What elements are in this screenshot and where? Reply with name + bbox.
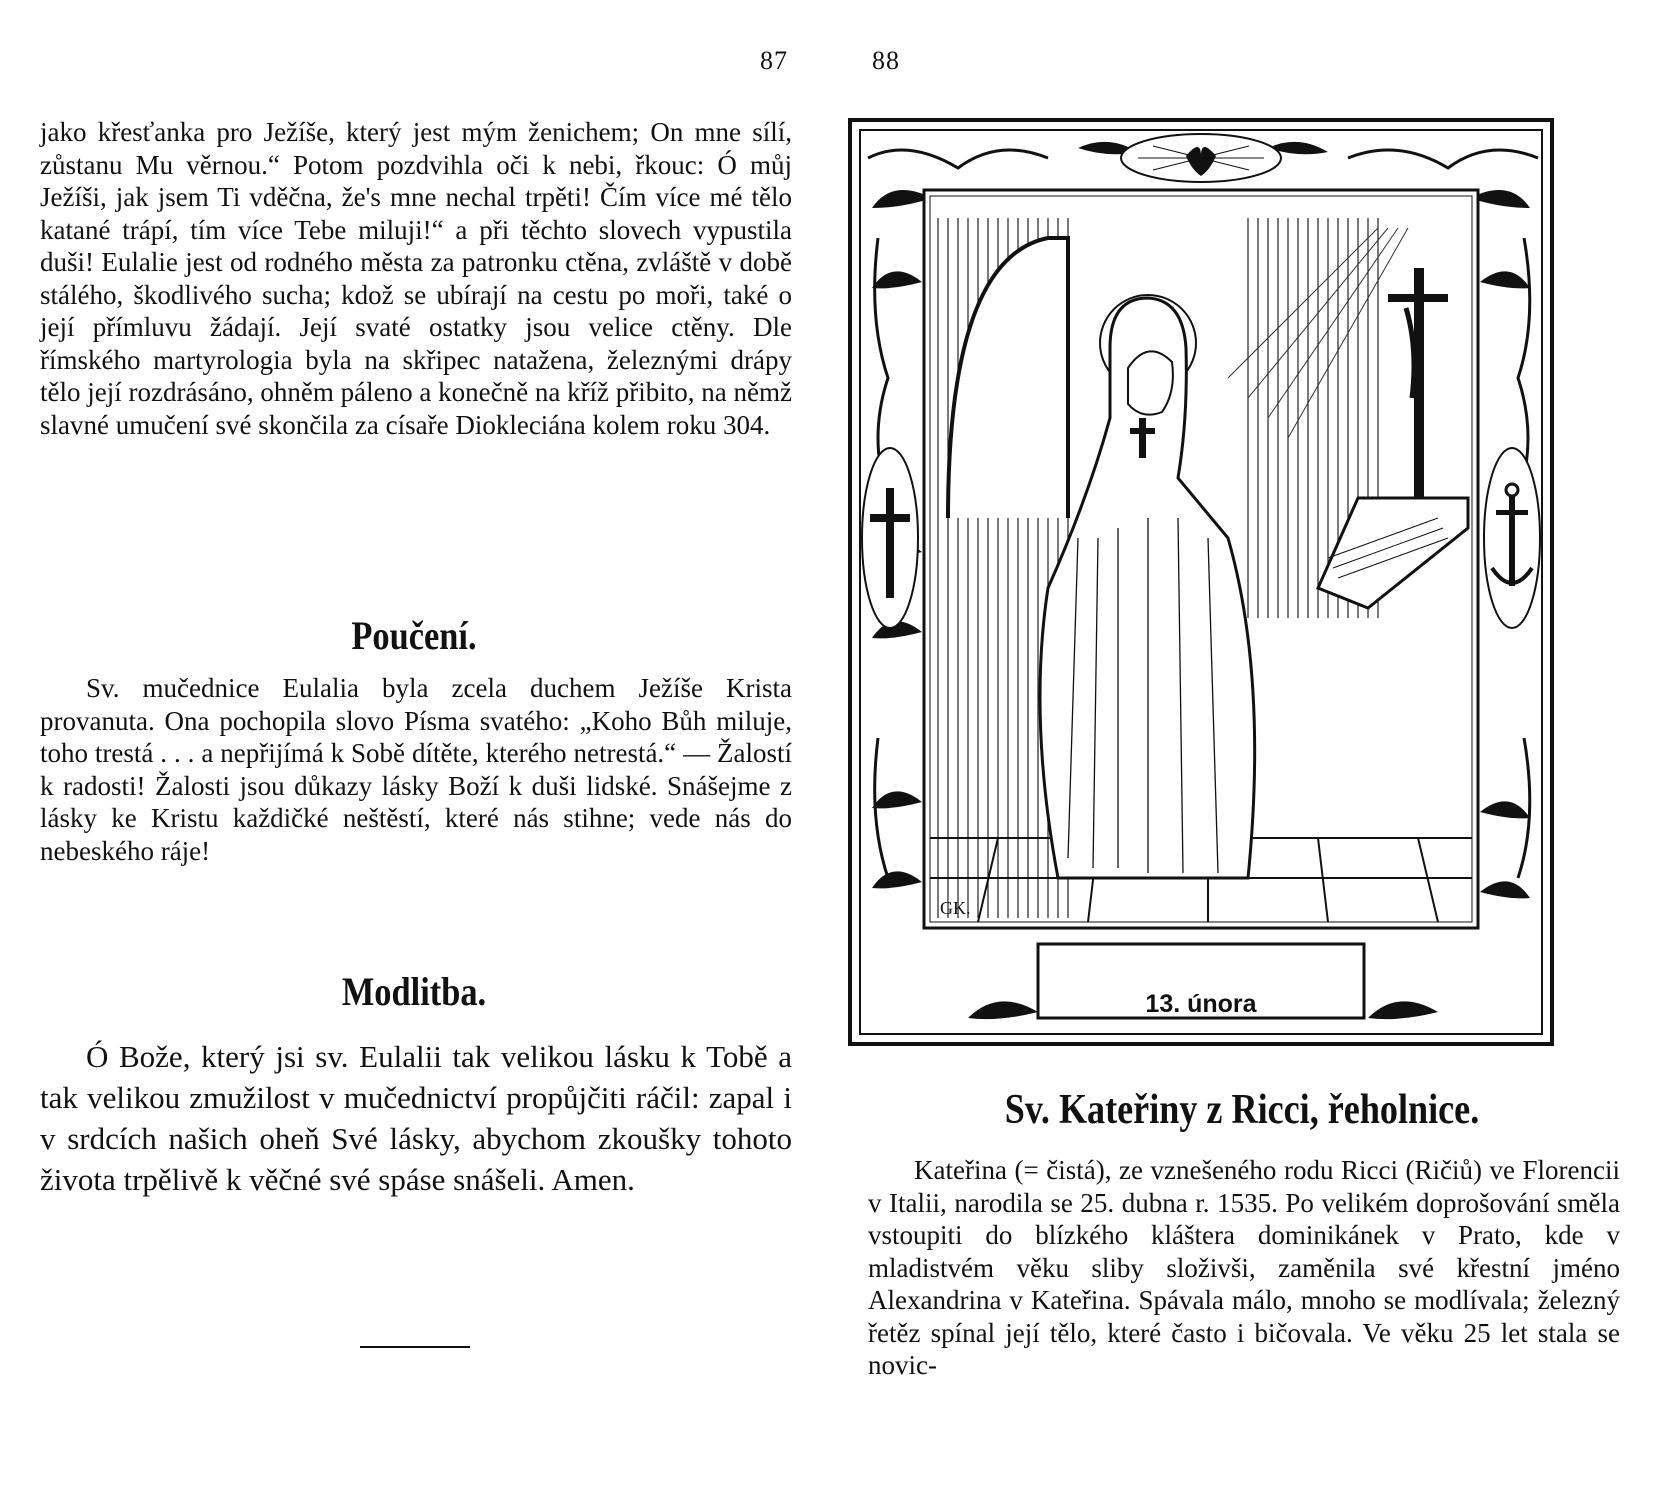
date-label: 13. února [1145, 990, 1257, 1018]
anchor-icon [1484, 448, 1540, 628]
engraving-frame [848, 118, 1554, 1048]
sacred-heart-icon [1121, 134, 1281, 182]
pouceni-text: Sv. mučednice Eulalia byla zcela duchem Ježíše Krista provanuta. Ona pochopila slovo Písma svatého: „Koho Bůh miluje, toho trestá . . . a nepřijímá k Sobě dítěte, kterého netrestá.“ — Žalostí k radosti! Žalosti jsou důkazy lásky Boží k duši lidské. Snášejme z lásky ke Kristu každičké neštěstí, které nás stihne; vede nás do nebeského ráje! [40, 673, 792, 866]
artist-monogram: GK. [940, 898, 971, 918]
saint-illustration [848, 118, 1554, 1048]
saint-text: Kateřina (= čistá), ze vznešeného rodu Ricci (Ričiů) ve Florencii v Italii, narodila se 25. dubna r. 1535. Po velikém doprošování směla vstoupiti do blízkého kláštera dominikánek v Prato, kde v mladistvém věku sliby složivši, zaměnila své křestní jméno Alexandrina v Kateřina. Spávala málo, mnoho se modlívala; železný řetěz spínal její tělo, které často i bičovala. Ve věku 25 let stala se novic- [868, 1155, 1620, 1380]
cross-icon [862, 448, 918, 628]
page-number: 88 [872, 46, 900, 75]
heading-modlitba: Modlitba. [341, 969, 487, 1014]
page-number: 87 [760, 46, 788, 75]
heading-saint: Sv. Kateřiny z Ricci, řeholnice. [1004, 1087, 1480, 1133]
section-divider [360, 1346, 470, 1348]
heading-pouceni: Poučení. [351, 613, 477, 658]
right-page [828, 0, 1656, 1500]
prayer-text: Ó Bože, který jsi sv. Eulalii tak velikou lásku k Tobě a tak velikou zmužilost v mučednictví propůjčiti ráčil: zapal i v srdcích našich oheň Své lásky, abychom zkoušky tohoto života trpělivě k věčné své spáse snášeli. Amen. [40, 1039, 792, 1197]
paragraph-eulalia-ending: jako křesťanka pro Ježíše, který jest mým ženichem; On mne sílí, zůstanu Mu věrnou.“ Potom pozdvihla oči k nebi, řkouc: Ó můj Ježíši, jak jsem Ti vděčna, že's mne nechal trpěti! Čím více mé tělo katané trápí, tím více Tebe miluji!“ a při těchto slovech vypustila duši! Eulalie jest od rodného města za patronku ctěna, zvláště v době stálého, škodlivého sucha; kdož se ubírají na cestu po moři, také o její přímluvu žádají. Její svaté ostatky jsou velice ctěny. Dle římského martyrologia byla na skřipec natažena, železnými drápy tělo její rozdrásáno, ohněm páleno a konečně na kříž přibito, na němž slavné umučení své skončila za císaře Diokleciána kolem roku 304. [40, 117, 792, 440]
